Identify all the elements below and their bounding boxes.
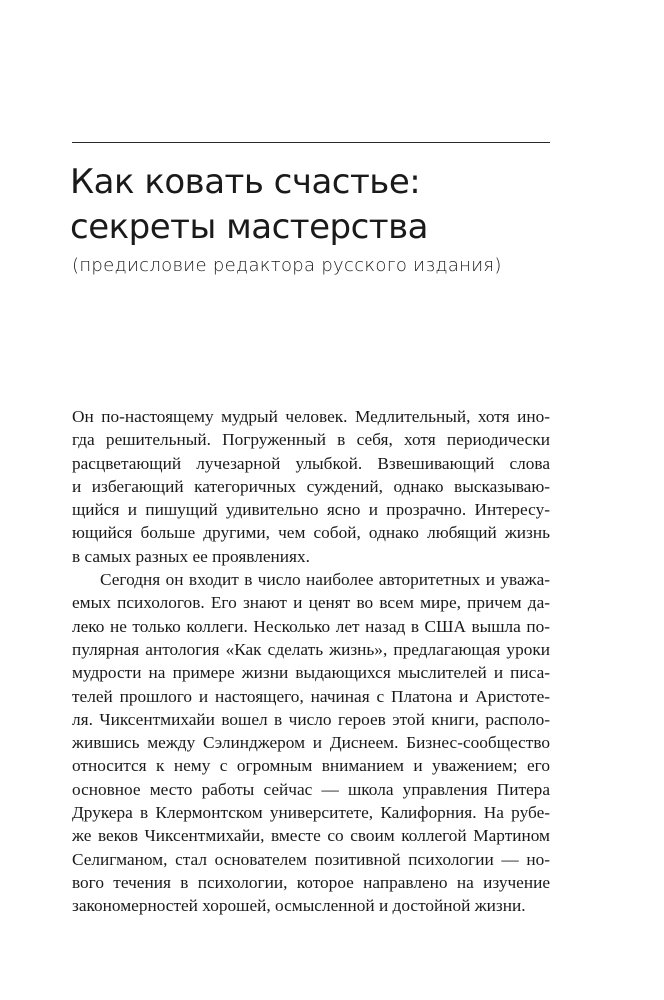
text-line: леко не только коллеги. Несколько лет назад в США вышла по-	[72, 616, 550, 636]
text-line: и избегающий категоричных суждений, однако высказываю-	[72, 476, 550, 496]
text-line: жившись между Сэлинджером и Диснеем. Бизнес-сообщество	[72, 733, 550, 753]
chapter-title-line: секреты мастерства	[70, 207, 428, 247]
text-line: ля. Чиксентмихайи вошел в число героев этой книги, располо-	[72, 709, 550, 729]
paragraph	[72, 568, 550, 917]
text-line: же веков Чиксентмихайи, вместе со своим коллегой Мартином	[72, 826, 550, 846]
body-text	[72, 405, 550, 918]
text-line: закономерностей хорошей, осмысленной и достойной жизни.	[72, 896, 526, 916]
text-line: в самых разных ее проявлениях.	[72, 546, 310, 566]
text-line: емых психологов. Его знают и ценят во всем мире, причем да-	[72, 593, 550, 613]
chapter-subtitle: (предисловие редактора русского издания)	[72, 255, 502, 276]
text-line: основное место работы сейчас — школа управления Питера	[72, 779, 550, 799]
text-line: телей прошлого и настоящего, начиная с Платона и Аристоте-	[72, 686, 550, 706]
text-line: ющийся больше другими, чем собой, однако любящий жизнь	[72, 523, 550, 543]
text-line: щийся и пишущий удивительно ясно и прозрачно. Интересу-	[72, 500, 550, 520]
text-line: Друкера в Клермонтском университете, Калифорния. На рубе-	[72, 803, 550, 823]
text-line: Он по-настоящему мудрый человек. Медлительный, хотя ино-	[72, 407, 550, 426]
text-line: мудрости на примере жизни выдающихся мыслителей и писа-	[72, 663, 550, 683]
text-line: вого течения в психологии, которое направлено на изучение	[72, 872, 550, 892]
title-rule	[72, 142, 550, 143]
text-line: относится к нему с огромным вниманием и уважением; его	[72, 756, 550, 776]
text-line: пулярная антология «Как сделать жизнь», предлагающая уроки	[72, 639, 550, 659]
chapter-title-line: Как ковать счастье:	[70, 162, 421, 202]
text-line: Сегодня он входит в число наиболее авторитетных и уважа-	[100, 570, 550, 590]
chapter-title	[70, 160, 570, 250]
text-line: расцветающий лучезарной улыбкой. Взвешивающий слова	[72, 453, 550, 473]
text-line: Селигманом, стал основателем позитивной психологии — но-	[72, 849, 550, 869]
paragraph	[72, 405, 550, 568]
text-line: гда решительный. Погруженный в себя, хотя периодически	[72, 430, 550, 450]
